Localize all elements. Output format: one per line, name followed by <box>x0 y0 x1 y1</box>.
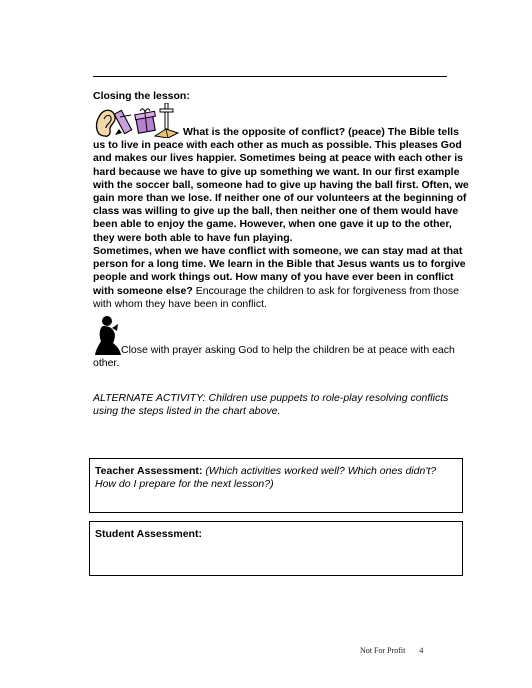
closing-paragraph-2-normal: Encourage the children to ask for forgiveness from those with whom they have been in conflict. <box>93 284 459 310</box>
top-rule <box>93 76 447 77</box>
page-number: 4 <box>419 646 424 655</box>
prayer-paragraph: Close with prayer asking God to help the children be at peace with each other. <box>93 344 455 370</box>
teacher-assessment-label: Teacher Assessment: <box>95 465 203 477</box>
student-assessment-box[interactable] <box>89 521 463 576</box>
page-footer <box>360 646 423 655</box>
closing-paragraph-2 <box>93 245 469 311</box>
footer-text: Not For Profit <box>360 646 406 655</box>
closing-heading: Closing the lesson: <box>93 90 190 102</box>
teacher-assessment-prompt: (Which activities worked well? Which ones didn't? How do I prepare for the next lesson?) <box>95 465 437 491</box>
closing-paragraph-2-bold: Sometimes, when we have conflict with someone, we can stay mad at that person for a long time. We learn in the Bible that Jesus wants us to forgive people and work things out. How many of you have ever been in conflict with someone else? <box>93 245 466 297</box>
alternate-activity: ALTERNATE ACTIVITY: Children use puppets to role-play resolving conflicts using the steps listed in the chart above. <box>93 392 449 418</box>
teacher-assessment-box[interactable] <box>89 458 463 513</box>
student-assessment-label: Student Assessment: <box>95 528 202 540</box>
closing-paragraph-1: What is the opposite of conflict? (peace) The Bible tells us to live in peace with each other as much as possible. This pleases God and makes our lives happier. Sometimes being at peace with each other is hard because we have to give up something we want. In our first example with the soccer ball, someone had to give up having the ball first. Often, we gain more than we lose. If neither one of our volunteers at the beginning of class was willing to give up the ball, then neither one of them would have been able to enjoy the game. However, when one gave it up to the other, they were both able to have fun playing. <box>93 126 469 244</box>
